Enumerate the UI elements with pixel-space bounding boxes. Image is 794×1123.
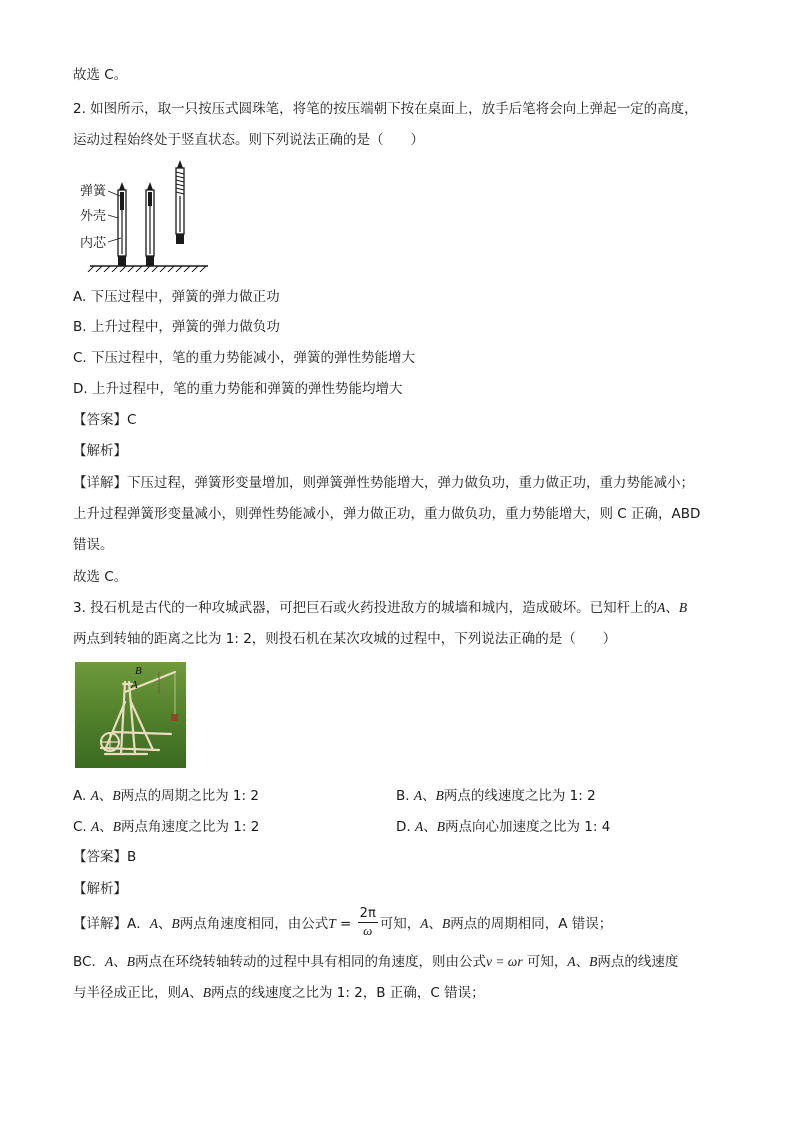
pen-2 [146, 182, 154, 266]
period-formula-fraction: $\frac{2\pi}{\omega}$ [359, 905, 376, 938]
q2-answer: 【答案】C [73, 412, 137, 428]
q2-detail-line1: 【详解】下压过程，弹簧形变量增加，则弹簧弹性势能增大，弹力做负功，重力做正功，重力势能减小； [73, 475, 694, 491]
q3-option-c: C. A、B两点角速度之比为 1: 2 [73, 819, 260, 835]
q3-stem-line2: 两点到转轴的距离之比为 1: 2，则投石机在某次攻城的过程中，下列说法正确的是（ ） [73, 631, 617, 647]
conclusion-line: 故选 C。 [73, 67, 128, 83]
q3-detail-line2: BC．A、B两点在环绕转轴转动的过程中具有相同的角速度，则由公式v = ωr 可知，A、B两点的线速度 [73, 954, 679, 970]
q3-option-a: A. A、B两点的周期之比为 1: 2 [73, 788, 259, 804]
pen-figure [76, 158, 216, 272]
q2-option-a: A. 下压过程中，弹簧的弹力做正功 [73, 289, 280, 305]
q3-answer: 【答案】B [73, 849, 137, 865]
pen-3 [176, 160, 184, 244]
q2-conclusion: 故选 C。 [73, 569, 128, 585]
q3-option-b: B. A、B两点的线速度之比为 1: 2 [396, 788, 596, 804]
q2-option-c: C. 下压过程中，笔的重力势能减小，弹簧的弹性势能增大 [73, 350, 416, 366]
q3-detail-line3: 与半径成正比，则A、B两点的线速度之比为 1: 2，B 正确，C 错误； [73, 985, 485, 1001]
q3-detail-line1: 【详解】A．A、B两点角速度相同，由公式T = $\frac{2\pi}{\omega}$ 可知，A、B两点的周期相同，A 错误； [73, 905, 613, 938]
catapult-photo [75, 662, 186, 768]
q2-stem-line1: 2. 如图所示，取一只按压式圆珠笔，将笔的按压端朝下按在桌面上，放手后笔将会向上弹起一定的高度， [73, 101, 698, 117]
velocity-formula: v = ωr [485, 954, 523, 969]
pen-1 [118, 182, 126, 266]
q2-detail-line2: 上升过程弹簧形变量减小，则弹性势能减小，弹力做正功，重力做负功，重力势能增大，则 C 正确，ABD [73, 506, 701, 522]
label-spring: 弹簧 [80, 184, 107, 199]
q2-option-d: D. 上升过程中，笔的重力势能和弹簧的弹性势能均增大 [73, 381, 403, 397]
q3-analysis-heading: 【解析】 [73, 881, 127, 897]
q3-option-d: D. A、B两点向心加速度之比为 1: 4 [396, 819, 611, 835]
q2-stem-line2: 运动过程始终处于竖直状态。则下列说法正确的是（ ） [73, 132, 424, 148]
q3-stem-line1: 3. 投石机是古代的一种攻城武器，可把巨石或火药投进敌方的城墙和城内，造成破坏。已知杆上的A、B [73, 600, 688, 616]
q2-detail-line3: 错误。 [73, 537, 114, 553]
q2-option-b: B. 上升过程中，弹簧的弹力做负功 [73, 319, 280, 335]
label-shell: 外壳 [80, 209, 107, 224]
label-core: 内芯 [80, 236, 107, 251]
label-b: B [135, 665, 142, 677]
q2-analysis-heading: 【解析】 [73, 443, 127, 459]
label-a: A [131, 679, 138, 691]
